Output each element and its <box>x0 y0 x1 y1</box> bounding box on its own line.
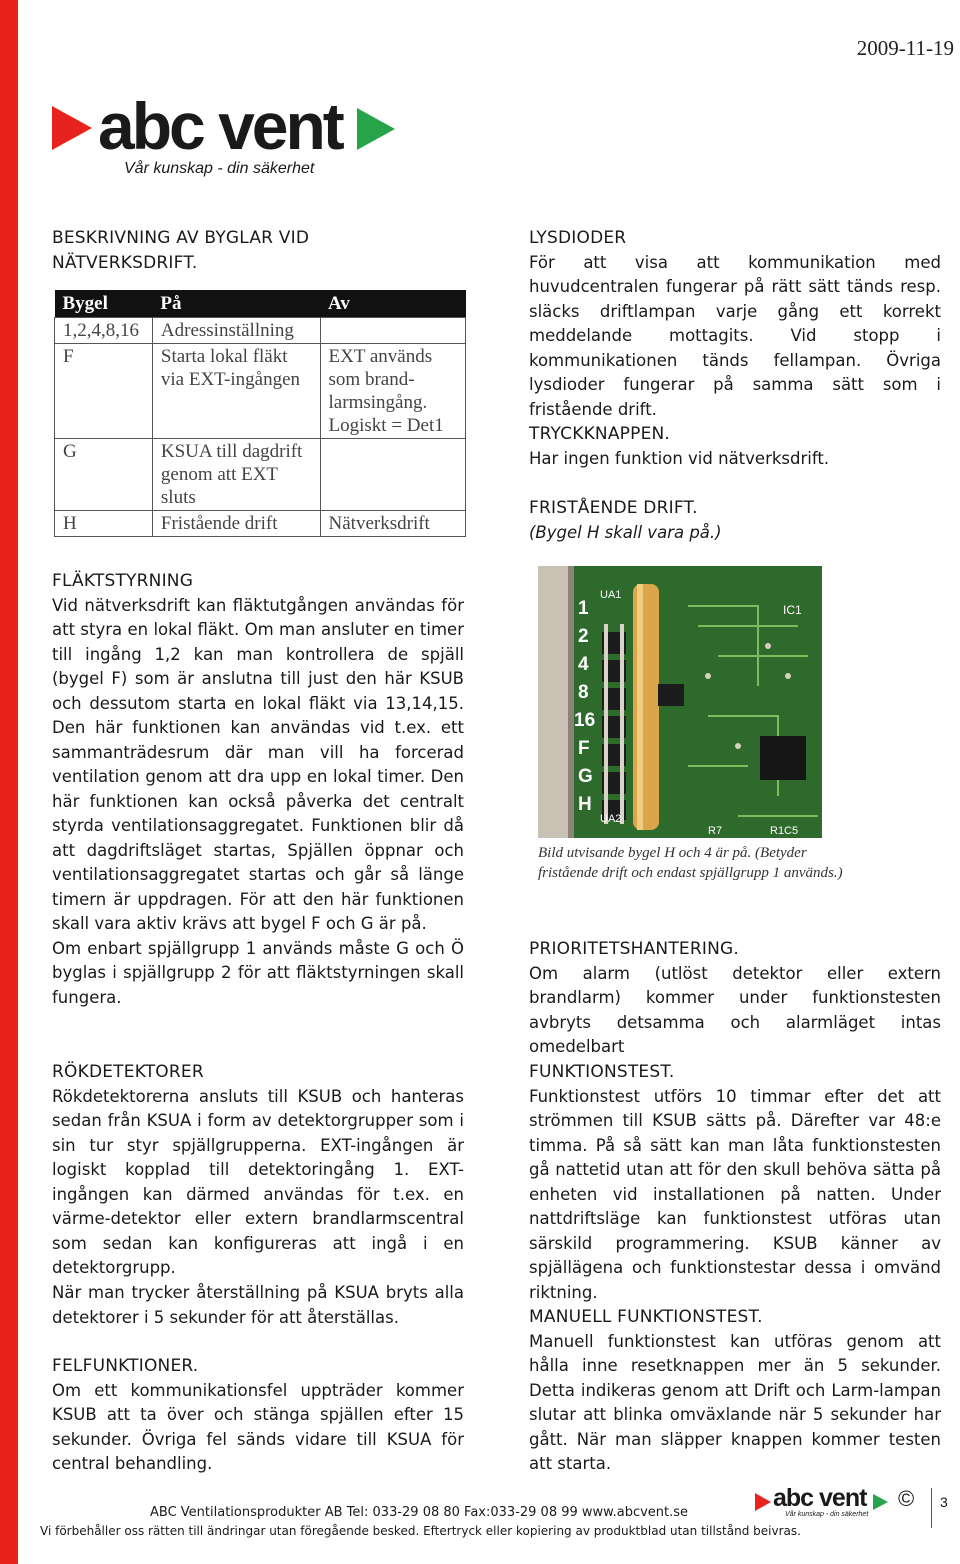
lysdioder-text: För att visa att kommunikation med huvudcentralen fungerar på rätt sätt tänds resp. släcks driftlampan varje gång ett korrekt meddelande mottagits. Vid stopp i kommunikationen tänds fellampan. Övriga lysdioder fungerar på samma sätt som i fristående drift. <box>529 252 941 419</box>
board-chip-label: R1C5 <box>770 825 799 837</box>
board-label: G <box>578 766 593 787</box>
flaktstyrning-section <box>52 569 464 1010</box>
funktionstest-section <box>529 1060 941 1305</box>
bygel-table-header: Av <box>320 290 465 318</box>
board-label: 4 <box>578 654 589 675</box>
fristaende-heading: FRISTÅENDE DRIFT. <box>529 498 698 518</box>
table-cell: H <box>55 511 153 537</box>
logo-red-triangle-icon <box>52 106 92 150</box>
prioritet-text: Om alarm (utlöst detektor eller extern brandlarm) kommer under funktionstesten avbryts detsamma och alarmläget intas omedelbart <box>529 963 941 1056</box>
board-chip-label: IC1 <box>783 603 802 617</box>
felfunktioner-heading: FELFUNKTIONER. <box>52 1356 199 1376</box>
funktionstest-text: Funktionstest utförs 10 timmar efter det att strömmen till KSUB sätts på. Därefter var 48:e timma. På så sätt kan man låta funktionstesten gå nattetid utan att för den skull behöva sätta på enheten vid installationen på natten. Under nattdriftsläge kan funktionstest utföras utan särskild programmering. KSUB känner av spjällägena och funktionstestar dessa i omvänd riktning. <box>529 1086 941 1302</box>
tryckknappen-section <box>529 422 941 471</box>
table-row <box>55 439 466 511</box>
board-label: 1 <box>578 598 589 619</box>
table-cell: Adressinställning <box>152 318 320 344</box>
copyright-icon: © <box>898 1486 915 1511</box>
fristaende-note: (Bygel H skall vara på.) <box>529 522 722 542</box>
bygel-table-header: Bygel <box>55 290 153 318</box>
circuit-board-photo <box>538 566 822 838</box>
table-cell <box>320 439 465 511</box>
table-cell: EXT används som brand-larmsingång. Logiskt = Det1 <box>320 344 465 439</box>
document-date: 2009-11-19 <box>856 36 954 60</box>
table-row <box>55 318 466 344</box>
table-row <box>55 511 466 537</box>
board-label: 2 <box>578 626 589 647</box>
manuell-section <box>529 1305 941 1477</box>
table-cell <box>320 318 465 344</box>
bygel-section <box>52 226 464 275</box>
left-red-margin-bar <box>0 0 18 1564</box>
board-chip-label: UA1 <box>600 589 622 601</box>
rokdetektorer-heading: RÖKDETEKTORER <box>52 1062 204 1082</box>
board-chip-label: UA2 <box>600 813 622 825</box>
table-row <box>55 344 466 439</box>
footer-logo-green-triangle-icon <box>873 1494 888 1510</box>
bygel-table-header: På <box>152 290 320 318</box>
flaktstyrning-text-2: Om enbart spjällgrupp 1 används måste G och Ö byglas i spjällgrupp 2 för att fläktstyrningen skall fungera. <box>52 938 464 1007</box>
footer-logo <box>755 1484 895 1525</box>
manuell-heading: MANUELL FUNKTIONSTEST. <box>529 1307 763 1327</box>
bygel-table <box>54 290 466 537</box>
board-label: 8 <box>578 682 589 703</box>
prioritet-heading: PRIORITETSHANTERING. <box>529 939 739 959</box>
tryckknappen-text: Har ingen funktion vid nätverksdrift. <box>529 448 830 468</box>
rokdetektorer-extra <box>52 1281 464 1330</box>
rokdetektorer-text-2: När man trycker återställning på KSUA bryts alla detektorer i 5 sekunder för att återställas. <box>52 1283 464 1327</box>
felfunktioner-text: Om ett kommunikationsfel uppträder kommer KSUB att ta över och stänga spjällen efter 15 sekunder. Övriga fel sänds vidare till KSUA för central behandling. <box>52 1380 464 1473</box>
table-cell: G <box>55 439 153 511</box>
table-cell: F <box>55 344 153 439</box>
prioritet-section <box>529 937 941 1060</box>
logo-tagline: Vår kunskap - din säkerhet <box>124 160 315 177</box>
funktionstest-heading: FUNKTIONSTEST. <box>529 1062 675 1082</box>
rokdetektorer-section <box>52 1060 464 1281</box>
board-label: H <box>578 794 592 815</box>
flaktstyrning-text: Vid nätverksdrift kan fläktutgången användas för att styra en lokal fläkt. Om man ansluter en timer till ingång 1,2 kan man kontrollera de spjäll (bygel F) som är anslutna till just den här KSUB och dessutom starta en lokal fläkt via 13,14,15. Den här funktionen kan användas vid t.ex. ett sammanträdesrum där man vill ha forcerad ventilation genom att dra upp en lokal timer. Den här funktionen kan också påverka det centralt styrda ventilationsaggregatet. Funktionen blir då att dagdriftsläget startas, Spjällen öppnar och ventilationsaggregatet startas och går så länge timern är uppdragen. För att den här funktionen skall vara aktiv krävs att bygel F och G är på. <box>52 595 464 933</box>
logo-green-triangle-icon <box>357 108 395 150</box>
footer-logo-red-triangle-icon <box>755 1493 771 1511</box>
footer-disclaimer: Vi förbehåller oss rätten till ändringar utan föregående besked. Eftertryck eller kopiering av produktblad utan tillstånd beivras. <box>40 1524 801 1538</box>
table-cell: Nätverksdrift <box>320 511 465 537</box>
bygel-heading-line1: BESKRIVNING AV BYGLAR VID <box>52 228 310 248</box>
page-number: 3 <box>940 1494 948 1510</box>
table-cell: Fristående drift <box>152 511 320 537</box>
bygel-heading-line2: NÄTVERKSDRIFT. <box>52 252 198 273</box>
bygel-table-header-row <box>55 290 466 318</box>
logo-wordmark: abc vent <box>98 89 342 163</box>
table-cell: 1,2,4,8,16 <box>55 318 153 344</box>
flaktstyrning-heading: FLÄKTSTYRNING <box>52 571 194 591</box>
table-cell: KSUA till dagdrift genom att EXT sluts <box>152 439 320 511</box>
lysdioder-heading: LYSDIODER <box>529 228 627 248</box>
manuell-text: Manuell funktionstest kan utföras genom att hålla inne resetknappen mer än 5 sekunder. Detta indikeras genom att Drift och Larm-lampan slutar att blinka omväxlande när 5 sekunder har gått. När man släpper knappen kommer testen att starta. <box>529 1331 941 1473</box>
fristaende-section <box>529 496 941 545</box>
table-cell: Starta lokal fläkt via EXT-ingången <box>152 344 320 439</box>
board-label: 16 <box>574 710 596 731</box>
board-label: F <box>578 738 590 759</box>
rokdetektorer-text: Rökdetektorerna ansluts till KSUB och hanteras sedan från KSUA i form av detektorgrupper som i sin tur styr spjällgrupperna. EXT-ingången är logiskt kopplad till detektoringång 1. EXT-ingången kan därmed användas för t.ex. en värme-detektor eller extern brandlarmscentral som sedan kan konfigureras att ingå i en detektorgrupp. <box>52 1086 464 1277</box>
footer-logo-tagline: Vår kunskap - din säkerhet <box>785 1511 869 1518</box>
image-caption: Bild utvisande bygel H och 4 är på. (Betyder fristående drift och endast spjällgrupp 1 används.) <box>538 845 843 881</box>
footer-divider <box>931 1488 932 1528</box>
lysdioder-section <box>529 226 941 422</box>
board-chip-label: R7 <box>708 825 723 837</box>
footer-logo-wordmark: abc vent <box>773 1484 867 1512</box>
tryckknappen-heading: TRYCKKNAPPEN. <box>529 424 671 444</box>
footer-contact: ABC Ventilationsprodukter AB Tel: 033-29 08 80 Fax:033-29 08 99 www.abcvent.se <box>150 1505 689 1520</box>
felfunktioner-section <box>52 1354 464 1477</box>
